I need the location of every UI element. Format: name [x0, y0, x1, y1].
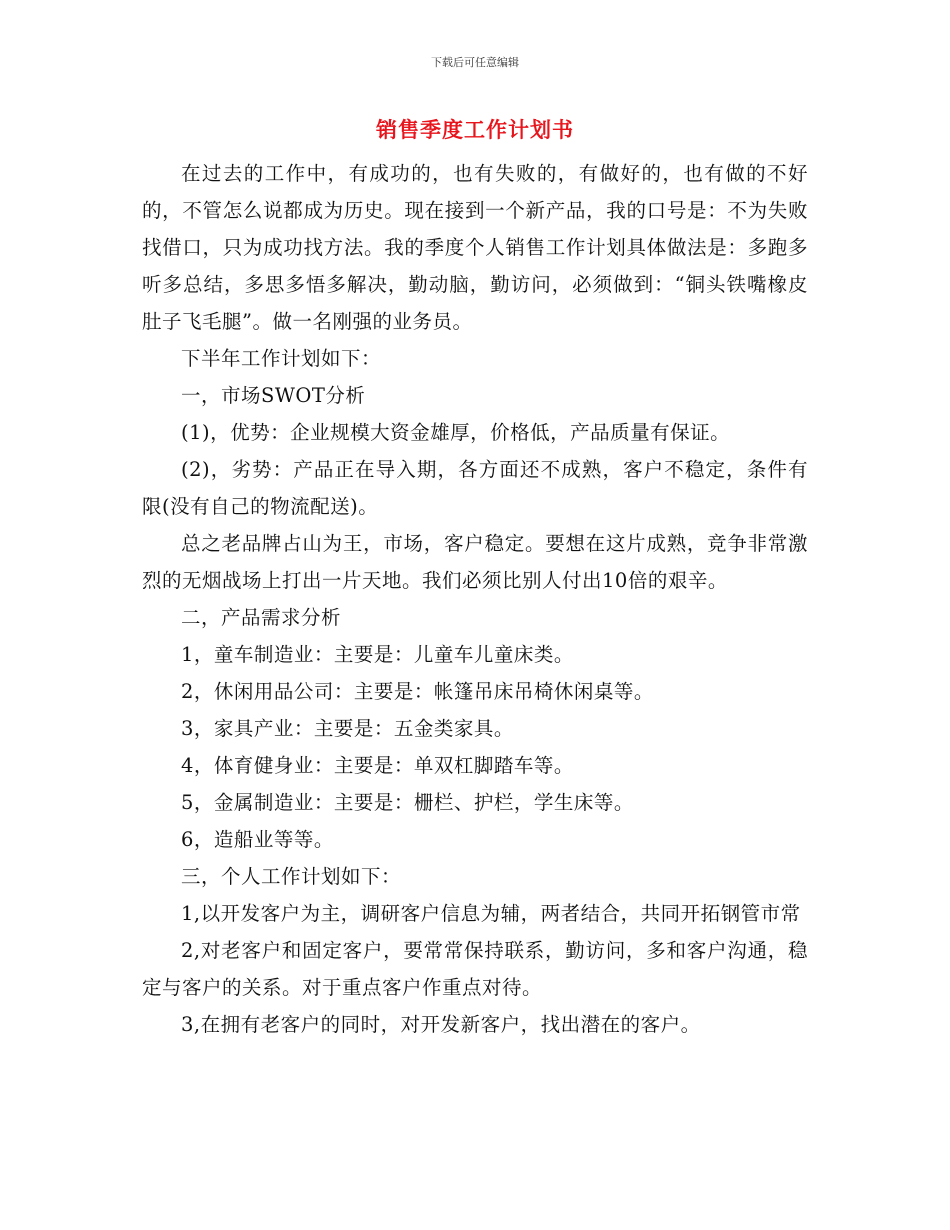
- list-item-demand-2: 2，休闲用品公司：主要是：帐篷吊床吊椅休闲桌等。: [181, 680, 654, 703]
- list-item-plan-1: 1,以开发客户为主，调研客户信息为辅，两者结合，共同开拓钢管市常: [181, 902, 801, 925]
- section-heading-demand: 二，产品需求分析: [181, 606, 342, 629]
- section-heading-personal-plan: 三，个人工作计划如下：: [181, 865, 402, 888]
- list-item-demand-6: 6，造船业等等。: [181, 828, 334, 851]
- list-item-demand-5: 5，金属制造业：主要是：栅栏、护栏，学生床等。: [181, 791, 634, 814]
- paragraph-strength: (1)，优势：企业规模大资金雄厚，价格低，产品质量有保证。: [181, 421, 731, 444]
- section-heading-swot: 一，市场SWOT分析: [181, 384, 366, 407]
- document-title: 销售季度工作计划书: [376, 118, 574, 142]
- list-item-plan-3: 3,在拥有老客户的同时，对开发新客户，找出潜在的客户。: [181, 1013, 701, 1036]
- header-note: 下载后可任意编辑: [431, 56, 519, 69]
- paragraph-plan-heading: 下半年工作计划如下：: [181, 347, 382, 370]
- paragraph-summary: 总之老品牌占山为王，市场，客户稳定。要想在这片成熟，竞争非常激烈的无烟战场上打出一片天地。我们必须比别人付出10倍的艰辛。: [142, 532, 808, 592]
- list-item-demand-4: 4，体育健身业：主要是：单双杠脚踏车等。: [181, 754, 574, 777]
- list-item-plan-2: 2,对老客户和固定客户，要常常保持联系，勤访问，多和客户沟通，稳定与客户的关系。对于重点客户作重点对待。: [142, 939, 808, 999]
- list-item-demand-1: 1，童车制造业：主要是：儿童车儿童床类。: [181, 643, 574, 666]
- paragraph-intro: 在过去的工作中，有成功的，也有失败的，有做好的，也有做的不好的，不管怎么说都成为历史。现在接到一个新产品，我的口号是：不为失败找借口，只为成功找方法。我的季度个人销售工作计划具体做法是：多跑多听多总结，多思多悟多解决，勤动脑，勤访问，必须做到：“铜头铁嘴橡皮肚子飞毛腿”。做一名刚强的业务员。: [142, 162, 808, 333]
- document-body: [142, 155, 808, 1043]
- list-item-demand-3: 3，家具产业：主要是：五金类家具。: [181, 717, 514, 740]
- paragraph-weakness: (2)，劣势：产品正在导入期，各方面还不成熟，客户不稳定，条件有限(没有自己的物流配送)。: [142, 458, 808, 518]
